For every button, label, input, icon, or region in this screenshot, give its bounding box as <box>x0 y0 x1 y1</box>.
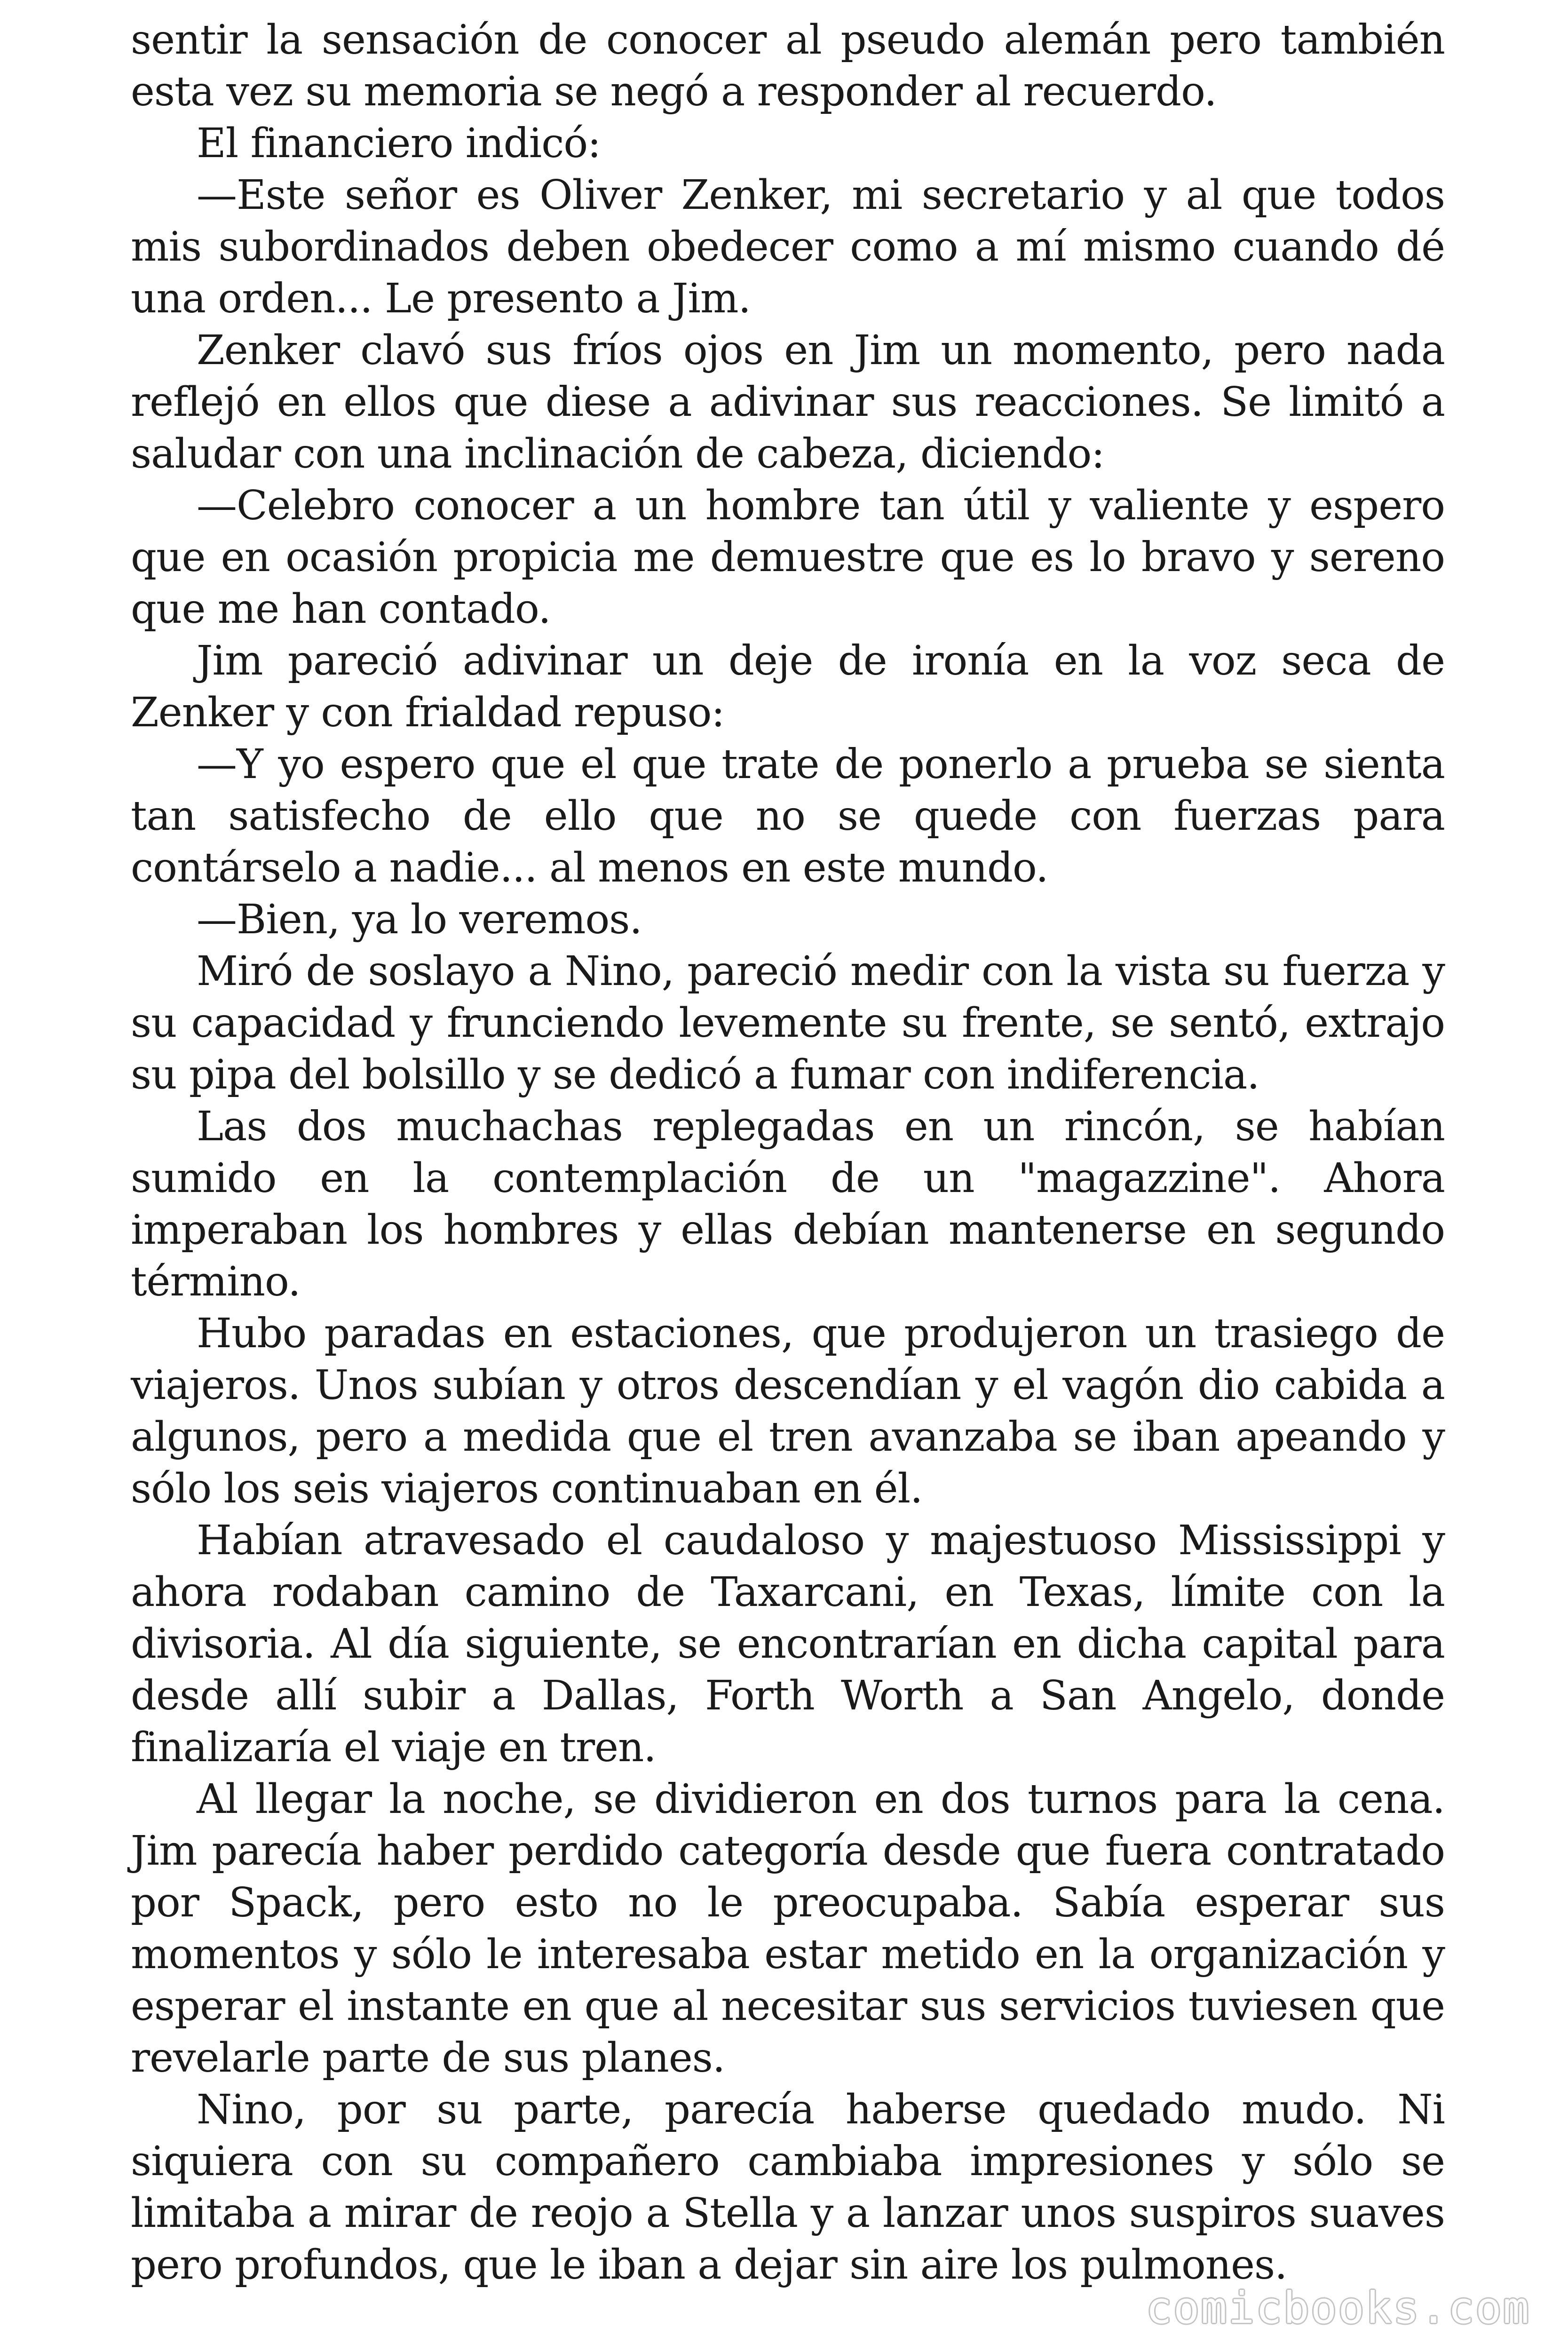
paragraph: El financiero indicó: <box>197 120 601 167</box>
paragraph: Zenker clavó sus fríos ojos en Jim un momento, pero nada reflejó en ellos que diese a adivinar sus reacciones. Se limitó a saludar con una inclinación de cabeza, diciendo: <box>131 327 1445 477</box>
watermark-text: comicbooks.com <box>1146 2283 1530 2333</box>
paragraph: —Bien, ya lo veremos. <box>197 896 642 943</box>
paragraph: —Y yo espero que el que trate de ponerlo a prueba se sienta tan satisfecho de ello que no se quede con fuerzas para contárselo a nadie... al menos en este mundo. <box>131 741 1445 891</box>
paragraph: sentir la sensación de conocer al pseudo alemán pero también esta vez su memoria se negó a responder al recuerdo. <box>131 16 1445 115</box>
paragraph: Las dos muchachas replegadas en un rincón, se habían sumido en la contemplación de un "magazzine". Ahora imperaban los hombres y ellas debían mantenerse en segundo término. <box>131 1103 1445 1305</box>
paragraph: Hubo paradas en estaciones, que produjeron un trasiego de viajeros. Unos subían y otros descendían y el vagón dio cabida a algunos, pero a medida que el tren avanzaba se iban apeando y sólo los seis viajeros continuaban en él. <box>131 1310 1445 1512</box>
paragraph: —Celebro conocer a un hombre tan útil y valiente y espero que en ocasión propicia me demuestre que es lo bravo y sereno que me han contado. <box>131 482 1445 633</box>
paragraph: Jim pareció adivinar un deje de ironía en la voz seca de Zenker y con frialdad repuso: <box>131 637 1445 736</box>
paragraph: Al llegar la noche, se dividieron en dos turnos para la cena. Jim parecía haber perdido categoría desde que fuera contratado por Spack, pero esto no le preocupaba. Sabía esperar sus momentos y sólo le interesaba estar metido en la organización y esperar el instante en que al necesitar sus servicios tuviesen que revelarle parte de sus planes. <box>131 1776 1445 2082</box>
paragraph: —Este señor es Oliver Zenker, mi secretario y al que todos mis subordinados deben obedecer como a mí mismo cuando dé una orden... Le presento a Jim. <box>131 172 1445 322</box>
book-page-body <box>131 14 1445 2291</box>
paragraph: Miró de soslayo a Nino, pareció medir con la vista su fuerza y su capacidad y frunciendo levemente su frente, se sentó, extrajo su pipa del bolsillo y se dedicó a fumar con indiferencia. <box>131 948 1445 1098</box>
paragraph: Nino, por su parte, parecía haberse quedado mudo. Ni siquiera con su compañero cambiaba impresiones y sólo se limitaba a mirar de reojo a Stella y a lanzar unos suspiros suaves pero profundos, que le iban a dejar sin aire los pulmones. <box>131 2086 1445 2288</box>
paragraph: Habían atravesado el caudaloso y majestuoso Mississippi y ahora rodaban camino de Taxarcani, en Texas, límite con la divisoria. Al día siguiente, se encontrarían en dicha capital para desde allí subir a Dallas, Forth Worth a San Angelo, donde finalizaría el viaje en tren. <box>131 1517 1445 1771</box>
